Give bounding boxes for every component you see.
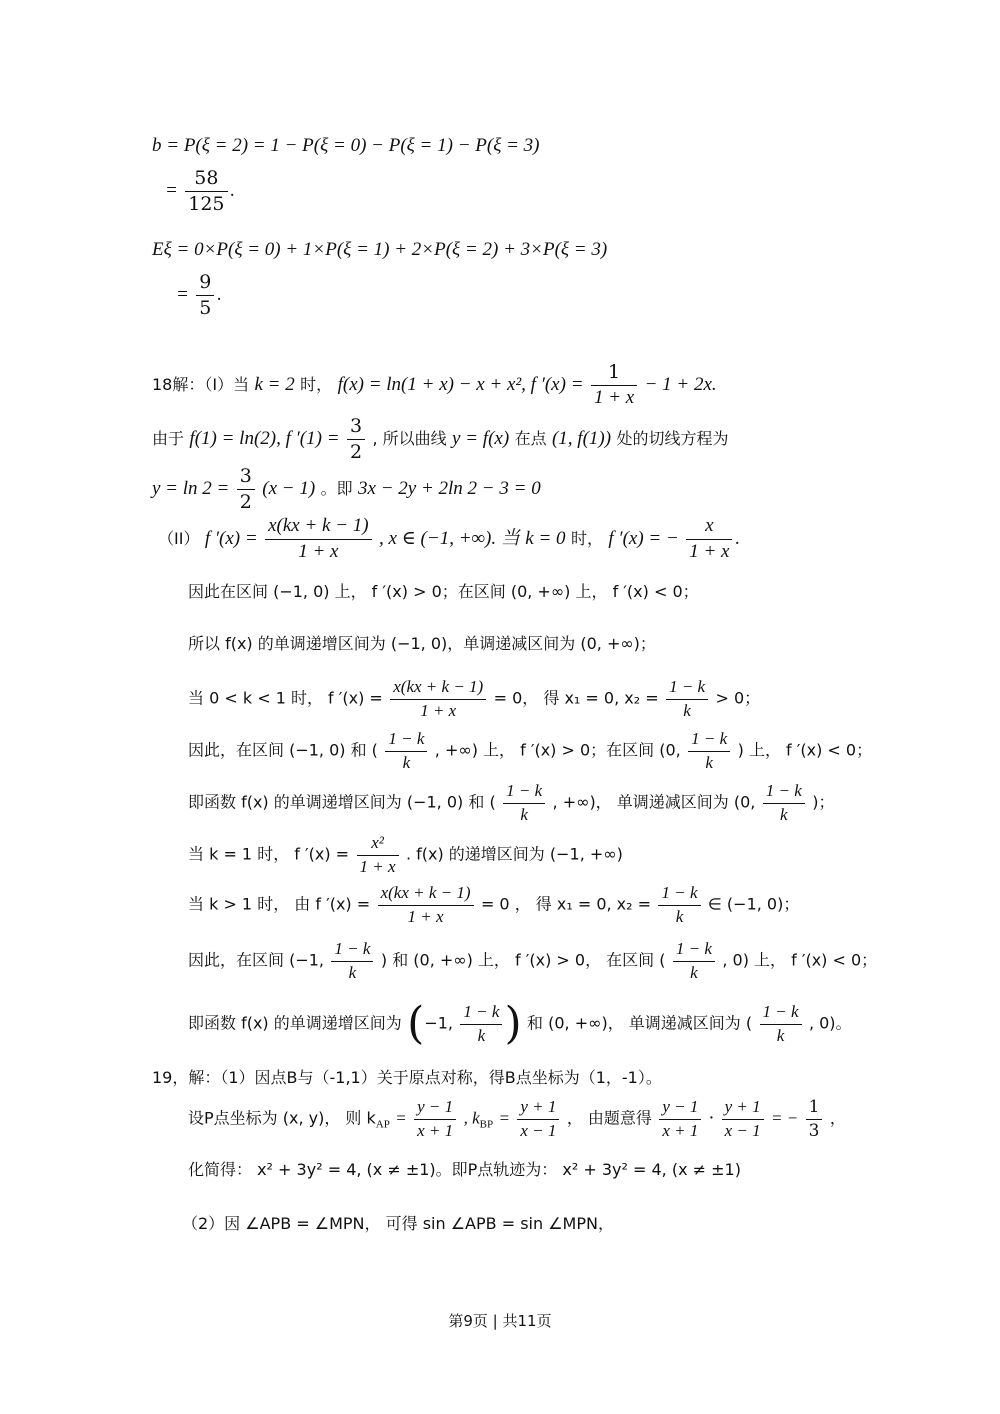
p18-line2: 由于 f(1) = ln(2), f ′(1) = $\frac{3}{2}$ , 所以曲线 y = f(x) 在点 (1, f(1)) 处的切线方程为: [152, 415, 729, 463]
fraction: $\frac{y + 1}{x - 1}$: [722, 1098, 764, 1140]
fraction: $\frac{y - 1}{x + 1}$: [659, 1098, 701, 1140]
expectation-equation: Eξ = 0×P(ξ = 0) + 1×P(ξ = 1) + 2×P(ξ = 2) + 3×P(ξ = 3): [152, 239, 608, 260]
fraction: $\frac{1 - k}{k}$: [385, 730, 427, 772]
fraction: $\frac{1}{1 + x}$: [591, 362, 637, 409]
fraction: $\frac{1 - k}{k}$: [760, 1003, 802, 1045]
fraction: $\frac{1 - k}{k}$: [331, 940, 373, 982]
fraction: $\frac{1 - k}{k}$: [763, 782, 805, 824]
p18-line9: 即函数 f(x) 的单调递增区间为 (−1, 0) 和 ( $\frac{1 - k}{k}$ , +∞)， 单调递减区间为 (0, $\frac{1 - k}{k}$ )；: [188, 781, 835, 824]
fraction: $\frac{1 - k}{k}$: [666, 678, 708, 720]
fraction: $\frac{\text{x²}}{1 + x}$: [357, 834, 399, 876]
fraction: $\frac{58}{125}$: [185, 168, 227, 215]
p19-line3: 化简得： x² + 3y² = 4, (x ≠ ±1)。即P点轨迹为： x² + 3y² = 4, (x ≠ ±1): [188, 1160, 741, 1179]
fraction: $\frac{1}{3}$: [806, 1098, 823, 1140]
p18-line8: 因此，在区间 (−1, 0) 和 ( $\frac{1 - k}{k}$ , +∞) 上， f ′(x) > 0；在区间 (0, $\frac{1 - k}{k}$ ) 上， f ′(x) < 0；: [188, 729, 873, 772]
fraction: $\frac{x(kx + k - 1)}{1 + x}$: [378, 884, 474, 926]
b-result: = $\frac{58}{125}$ .: [165, 167, 235, 215]
p18-line12: 因此，在区间 (−1, $\frac{1 - k}{k}$ ) 和 (0, +∞) 上， f ′(x) > 0， 在区间 ( $\frac{1 - k}{k}$ , 0) 上， f ′(x) < 0；: [188, 939, 878, 982]
p19-line4: （2）因 ∠APB = ∠MPN， 可得 sin ∠APB = sin ∠MPN，: [182, 1214, 614, 1233]
p19-line1: 19，解：（1）因点B与（-1,1）关于原点对称，得B点坐标为（1，-1）。: [152, 1068, 662, 1087]
fraction: $\frac{3}{2}$: [347, 416, 365, 463]
fraction: $\frac{3}{2}$: [237, 466, 255, 513]
p18-line1: 18解：（I）当 k = 2 时， f(x) = ln(1 + x) − x + x², f ′(x) = $\frac{1}{1 + x}$ − 1 + 2x.: [152, 361, 717, 408]
fraction: $\frac{1 - k}{k}$: [658, 884, 700, 926]
b-equation: b = P(ξ = 2) = 1 − P(ξ = 0) − P(ξ = 1) − P(ξ = 3): [152, 135, 540, 156]
fraction: $\frac{1 - k}{k}$: [688, 730, 730, 772]
expectation-result: = $\frac{9}{5}$ .: [176, 271, 222, 319]
fraction: $\frac{y - 1}{x + 1}$: [414, 1098, 456, 1140]
fraction: $\frac{9}{5}$: [196, 272, 214, 319]
fraction: $\frac{1 - k}{k}$: [673, 940, 715, 982]
p19-line2: 设P点坐标为 (x, y)， 则 $k_{AP}$ = $\frac{y - 1}{x + 1}$ , $k_{BP}$ = $\frac{y + 1}{x - 1}$ ， 由题意得 $\frac{y - 1}{x + 1}$ · $\frac{y + 1}{x - 1}$ = − $\frac{1}{3}$ ，: [188, 1097, 846, 1141]
fraction: $\frac{y + 1}{x - 1}$: [517, 1098, 559, 1140]
fraction: $\frac{1 - k}{k}$: [503, 782, 545, 824]
p18-line5: 因此在区间 (−1, 0) 上， f ′(x) > 0；在区间 (0, +∞) 上， f ′(x) < 0；: [188, 582, 699, 601]
p18-line4: （II） f ′(x) = $\frac{x(kx + k - 1)}{1 + x}$ , x ∈ (−1, +∞). 当 k = 0 时， f ′(x) = − $\frac{x}{1 + x}$ .: [158, 515, 740, 562]
fraction: $\frac{1 - k}{k}$: [460, 1003, 502, 1045]
fraction: $\frac{x}{1 + x}$: [686, 516, 732, 563]
fraction: $\frac{x(kx + k - 1)}{1 + x}$: [265, 516, 372, 563]
page-footer: 第9页 | 共11页: [448, 1312, 552, 1330]
fraction: $\frac{x(kx + k - 1)}{1 + x}$: [390, 678, 486, 720]
p18-line6: 所以 f(x) 的单调递增区间为 (−1, 0)，单调递减区间为 (0, +∞)；: [188, 634, 656, 653]
p18-line13: 即函数 f(x) 的单调递增区间为 (−1, $\frac{1 - k}{k}$ ) 和 (0, +∞)， 单调递减区间为 ( $\frac{1 - k}{k}$ , 0)。: [188, 998, 852, 1049]
p18-line7: 当 0 < k < 1 时， f ′(x) = $\frac{x(kx + k - 1)}{1 + x}$ = 0， 得 x₁ = 0, x₂ = $\frac{1 - k}{k}$ > 0；: [188, 677, 761, 720]
p18-line3: y = ln 2 = $\frac{3}{2}$ (x − 1) 。即 3x − 2y + 2ln 2 − 3 = 0: [152, 465, 541, 513]
p18-line10: 当 k = 1 时， f ′(x) = $\frac{\text{x²}}{1 + x}$ . f(x) 的递增区间为 (−1, +∞): [188, 833, 623, 876]
p18-line11: 当 k > 1 时， 由 f ′(x) = $\frac{x(kx + k - 1)}{1 + x}$ = 0 ， 得 x₁ = 0, x₂ = $\frac{1 - k}{k}$ ∈ (−1, 0)；: [188, 883, 800, 926]
